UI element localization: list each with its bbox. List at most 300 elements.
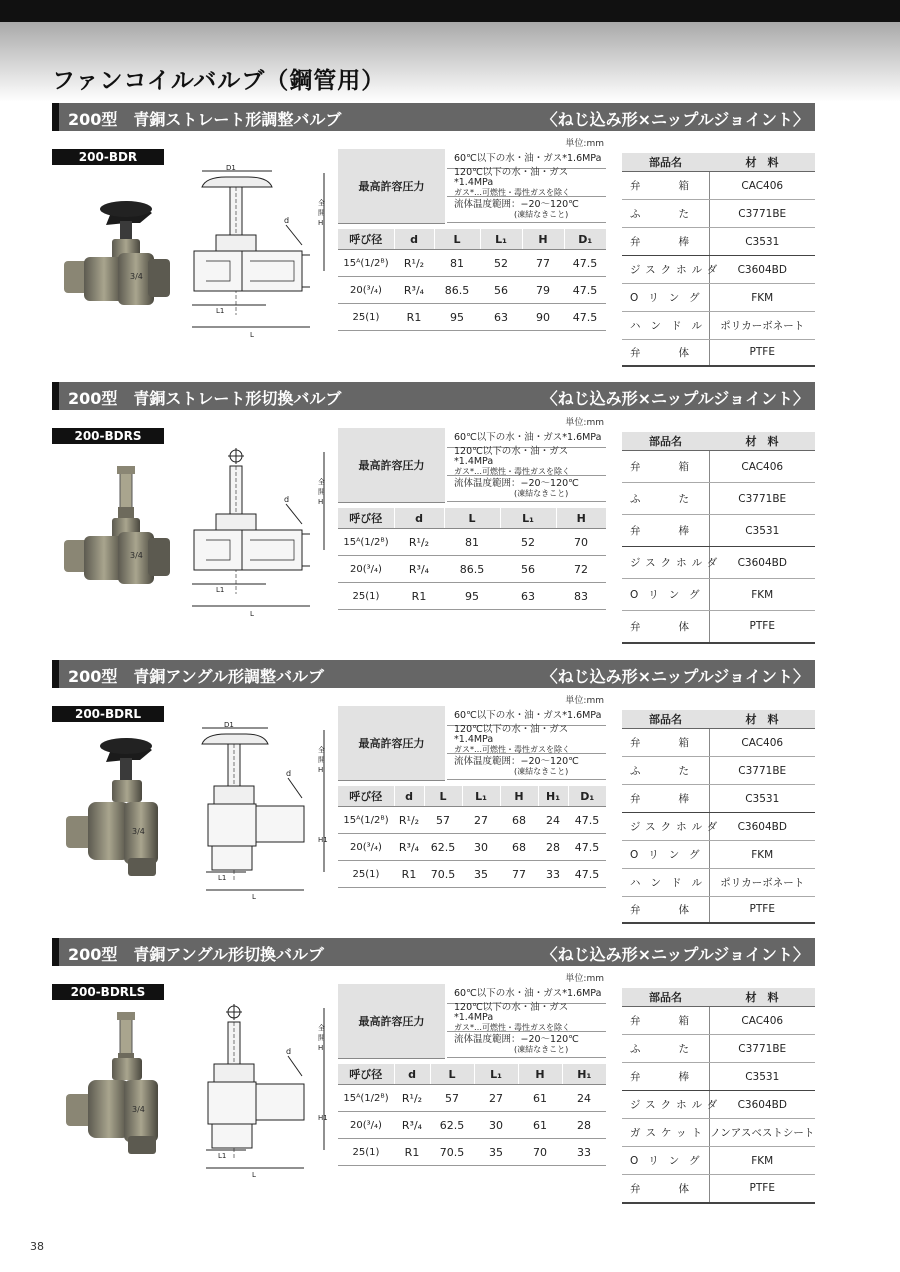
dimension-header: H₁: [562, 1064, 606, 1085]
part-name: ジスクホルダ: [622, 547, 709, 579]
dimension-cell: 61: [518, 1112, 562, 1139]
material-row: [622, 228, 815, 256]
dimension-header: L: [430, 1064, 474, 1085]
svg-text:D1: D1: [224, 721, 234, 729]
dimension-cell: 70.5: [424, 861, 462, 888]
material-value: PTFE: [709, 897, 815, 923]
dimension-table: [338, 1064, 606, 1166]
dimension-cell: 24: [562, 1085, 606, 1112]
pressure-row: [447, 428, 606, 448]
dimension-cell: R³/₄: [394, 1112, 430, 1139]
material-row: [622, 813, 815, 841]
dimension-cell: 15ᴬ(1/2ᴮ): [338, 250, 394, 277]
product-photo: [48, 1008, 180, 1168]
svg-text:H1: H1: [318, 1114, 328, 1122]
dimension-cell: 52: [480, 250, 522, 277]
part-name: 弁箱: [622, 729, 709, 757]
dimension-header: 呼び径: [338, 786, 394, 807]
material-row: [622, 869, 815, 897]
product-section: [0, 660, 900, 930]
dimension-cell: R1: [394, 1139, 430, 1166]
materials-header-part: 部品名: [622, 988, 709, 1007]
pressure-table: [338, 706, 606, 780]
svg-text:開: 開: [318, 756, 325, 764]
pressure-row: [447, 197, 606, 223]
part-name: ふた: [622, 1035, 709, 1063]
svg-text:L: L: [252, 893, 256, 901]
materials-header-material: 材 料: [709, 710, 815, 729]
dimension-cell: 28: [562, 1112, 606, 1139]
section-subtitle: 〈ねじ込み形×ニップルジョイント〉: [541, 110, 809, 129]
material-value: C3771BE: [709, 483, 815, 515]
dimension-cell: 25(1): [338, 861, 394, 888]
part-name: 弁棒: [622, 1063, 709, 1091]
dimension-cell: 27: [462, 807, 500, 834]
pressure-row: [447, 445, 606, 476]
svg-text:d: d: [286, 1047, 292, 1056]
product-section: [0, 382, 900, 652]
part-name: 弁体: [622, 897, 709, 923]
dimension-cell: 28: [538, 834, 568, 861]
dimension-header-row: [338, 786, 606, 807]
dimension-table: [338, 508, 606, 610]
material-row: [622, 547, 815, 579]
svg-text:d: d: [284, 216, 290, 225]
page-number: 38: [30, 1240, 44, 1253]
pressure-table: [338, 984, 606, 1058]
dimension-cell: 90: [522, 304, 564, 331]
materials-header-part: 部品名: [622, 153, 709, 172]
part-name: 弁体: [622, 611, 709, 643]
dimension-cell: R¹/₂: [394, 250, 434, 277]
dimension-cell: 25(1): [338, 304, 394, 331]
dimension-header: H: [556, 508, 606, 529]
material-row: [622, 200, 815, 228]
material-row: [622, 1147, 815, 1175]
dimension-row: [338, 1139, 606, 1166]
material-value: C3531: [709, 1063, 815, 1091]
pressure-text: 120℃以下の水・油・ガス*1.4MPa: [454, 445, 569, 467]
pressure-row: [447, 1032, 606, 1058]
pressure-label: 最高許容圧力: [338, 149, 445, 224]
materials-header-material: 材 料: [709, 988, 815, 1007]
part-name: 弁箱: [622, 1007, 709, 1035]
dimension-header: H: [522, 229, 564, 250]
material-row: [622, 340, 815, 366]
dimension-cell: 25(1): [338, 583, 394, 610]
svg-text:L: L: [252, 1171, 256, 1179]
dimension-row: [338, 1112, 606, 1139]
dimension-cell: 33: [538, 861, 568, 888]
dimension-cell: 61: [518, 1085, 562, 1112]
section-subtitle: 〈ねじ込み形×ニップルジョイント〉: [541, 389, 809, 408]
dimension-cell: 86.5: [444, 556, 500, 583]
svg-text:3/4: 3/4: [130, 551, 143, 560]
pressure-text: 60℃以下の水・油・ガス*1.6MPa: [454, 709, 602, 721]
unit-label: 単位:mm: [565, 139, 604, 149]
temperature-note: (凍結なきこと): [514, 1044, 569, 1054]
section-title: 200型 青銅ストレート形切換バルブ: [68, 389, 342, 408]
temperature-range: 流体温度範囲：−20〜120℃: [454, 755, 579, 767]
material-row: [622, 1119, 815, 1147]
part-name: ガスケット: [622, 1119, 709, 1147]
section-title: 200型 青銅アングル形調整バルブ: [68, 667, 324, 686]
svg-text:開: 開: [318, 209, 325, 217]
material-value: C3771BE: [709, 757, 815, 785]
dimension-drawing: [186, 1000, 332, 1180]
dimension-cell: 33: [562, 1139, 606, 1166]
material-value: FKM: [709, 579, 815, 611]
dimension-row: [338, 834, 606, 861]
material-row: [622, 1091, 815, 1119]
dimension-cell: 68: [500, 807, 538, 834]
dimension-cell: 95: [444, 583, 500, 610]
dimension-table: [338, 229, 606, 331]
svg-text:L: L: [250, 610, 254, 618]
product-photo: [48, 730, 180, 890]
svg-text:開: 開: [318, 1034, 325, 1042]
material-value: FKM: [709, 841, 815, 869]
material-row: [622, 256, 815, 284]
pressure-row: [447, 754, 606, 780]
svg-text:H: H: [318, 766, 324, 774]
materials-header-row: [622, 988, 815, 1007]
dimension-row: [338, 1085, 606, 1112]
part-name: 弁棒: [622, 515, 709, 547]
dimension-row: [338, 304, 606, 331]
part-name: 弁棒: [622, 785, 709, 813]
dimension-header: d: [394, 786, 424, 807]
pressure-text: 60℃以下の水・油・ガス*1.6MPa: [454, 152, 602, 164]
dimension-cell: 25(1): [338, 1139, 394, 1166]
dimension-cell: 30: [474, 1112, 518, 1139]
dimension-cell: 47.5: [568, 807, 606, 834]
dimension-cell: 47.5: [564, 250, 606, 277]
pressure-text: 120℃以下の水・油・ガス*1.4MPa: [454, 166, 569, 188]
dimension-cell: 83: [556, 583, 606, 610]
dimension-row: [338, 529, 606, 556]
dimension-cell: 57: [430, 1085, 474, 1112]
svg-text:全: 全: [318, 199, 325, 207]
material-value: C3531: [709, 228, 815, 256]
dimension-cell: 35: [474, 1139, 518, 1166]
materials-table: [622, 710, 815, 924]
part-name: ジスクホルダ: [622, 813, 709, 841]
pressure-label: 最高許容圧力: [338, 428, 445, 503]
part-name: Oリング: [622, 284, 709, 312]
dimension-cell: 20(³/₄): [338, 277, 394, 304]
dimension-cell: 15ᴬ(1/2ᴮ): [338, 1085, 394, 1112]
svg-text:d: d: [286, 769, 292, 778]
part-name: Oリング: [622, 1147, 709, 1175]
svg-text:3/4: 3/4: [130, 272, 143, 281]
material-value: CAC406: [709, 451, 815, 483]
dimension-cell: 47.5: [568, 861, 606, 888]
part-name: ふた: [622, 483, 709, 515]
dimension-header: H: [518, 1064, 562, 1085]
dimension-cell: 56: [480, 277, 522, 304]
svg-text:開: 開: [318, 488, 325, 496]
pressure-table: [338, 149, 606, 223]
svg-text:L1: L1: [216, 586, 225, 594]
unit-label: 単位:mm: [565, 974, 604, 984]
material-row: [622, 579, 815, 611]
dimension-cell: 52: [500, 529, 556, 556]
part-name: ジスクホルダ: [622, 256, 709, 284]
material-value: CAC406: [709, 172, 815, 200]
section-header: [52, 382, 815, 410]
dimension-cell: 79: [522, 277, 564, 304]
temperature-note: (凍結なきこと): [514, 209, 569, 219]
part-name: ハンドル: [622, 869, 709, 897]
pressure-label: 最高許容圧力: [338, 706, 445, 781]
pressure-table: [338, 428, 606, 502]
dimension-cell: 63: [480, 304, 522, 331]
section-subtitle: 〈ねじ込み形×ニップルジョイント〉: [541, 945, 809, 964]
svg-text:全: 全: [318, 746, 325, 754]
dimension-cell: R1: [394, 304, 434, 331]
material-value: PTFE: [709, 611, 815, 643]
dimension-table: [338, 786, 606, 888]
dimension-header: L₁: [462, 786, 500, 807]
material-row: [622, 284, 815, 312]
temperature-note: (凍結なきこと): [514, 766, 569, 776]
dimension-cell: 47.5: [568, 834, 606, 861]
materials-header-row: [622, 153, 815, 172]
dimension-header: D₁: [564, 229, 606, 250]
dimension-drawing: [186, 722, 332, 902]
dimension-cell: 57: [424, 807, 462, 834]
unit-label: 単位:mm: [565, 418, 604, 428]
part-name: ふた: [622, 200, 709, 228]
pressure-note: ガス*…可燃性・毒性ガスを除く: [454, 187, 570, 197]
pressure-note: ガス*…可燃性・毒性ガスを除く: [454, 744, 570, 754]
temperature-range: 流体温度範囲：−20〜120℃: [454, 198, 579, 210]
dimension-header: L: [444, 508, 500, 529]
product-photo: [48, 452, 180, 612]
dimension-cell: R¹/₂: [394, 1085, 430, 1112]
material-value: ポリカーボネート: [709, 869, 815, 897]
dimension-cell: 95: [434, 304, 480, 331]
dimension-cell: 35: [462, 861, 500, 888]
dimension-cell: 70: [518, 1139, 562, 1166]
dimension-cell: 81: [434, 250, 480, 277]
material-value: C3604BD: [709, 813, 815, 841]
section-subtitle: 〈ねじ込み形×ニップルジョイント〉: [541, 667, 809, 686]
material-row: [622, 451, 815, 483]
svg-text:D1: D1: [226, 164, 236, 172]
dimension-header: d: [394, 229, 434, 250]
material-value: ノンアスベストシート: [709, 1119, 815, 1147]
dimension-cell: 47.5: [564, 304, 606, 331]
material-row: [622, 897, 815, 923]
materials-header-material: 材 料: [709, 432, 815, 451]
top-bar: [0, 0, 900, 22]
dimension-header: L₁: [500, 508, 556, 529]
pressure-text: 60℃以下の水・油・ガス*1.6MPa: [454, 431, 602, 443]
dimension-header: L: [424, 786, 462, 807]
page-title: ファンコイルバルブ（鋼管用）: [52, 68, 386, 94]
section-title: 200型 青銅ストレート形調整バルブ: [68, 110, 342, 129]
dimension-cell: 77: [522, 250, 564, 277]
material-row: [622, 1007, 815, 1035]
part-name: 弁箱: [622, 451, 709, 483]
dimension-header: 呼び径: [338, 508, 394, 529]
unit-label: 単位:mm: [565, 696, 604, 706]
dimension-cell: R¹/₂: [394, 529, 444, 556]
material-value: CAC406: [709, 1007, 815, 1035]
dimension-cell: 56: [500, 556, 556, 583]
dimension-header-row: [338, 1064, 606, 1085]
svg-text:全: 全: [318, 1024, 325, 1032]
dimension-cell: R1: [394, 861, 424, 888]
materials-header-material: 材 料: [709, 153, 815, 172]
material-value: C3604BD: [709, 256, 815, 284]
product-photo: [48, 173, 180, 333]
temperature-range: 流体温度範囲：−20〜120℃: [454, 1033, 579, 1045]
svg-text:3/4: 3/4: [132, 827, 145, 836]
dimension-cell: 24: [538, 807, 568, 834]
part-name: 弁棒: [622, 228, 709, 256]
dimension-cell: 20(³/₄): [338, 834, 394, 861]
dimension-cell: R1: [394, 583, 444, 610]
dimension-cell: R³/₄: [394, 556, 444, 583]
section-header: [52, 103, 815, 131]
dimension-cell: 68: [500, 834, 538, 861]
product-section: [0, 938, 900, 1208]
model-badge: 200-BDR: [52, 149, 164, 165]
dimension-cell: R¹/₂: [394, 807, 424, 834]
pressure-text: 120℃以下の水・油・ガス*1.4MPa: [454, 723, 569, 745]
material-row: [622, 1175, 815, 1203]
material-value: PTFE: [709, 1175, 815, 1203]
pressure-row: [447, 706, 606, 726]
svg-text:L1: L1: [216, 307, 225, 315]
dimension-row: [338, 583, 606, 610]
dimension-cell: 47.5: [564, 277, 606, 304]
dimension-cell: 70.5: [430, 1139, 474, 1166]
dimension-cell: 86.5: [434, 277, 480, 304]
dimension-row: [338, 861, 606, 888]
dimension-cell: 63: [500, 583, 556, 610]
material-row: [622, 1035, 815, 1063]
svg-text:3/4: 3/4: [132, 1105, 145, 1114]
materials-header-part: 部品名: [622, 710, 709, 729]
section-header: [52, 938, 815, 966]
pressure-row: [447, 166, 606, 197]
material-value: C3531: [709, 785, 815, 813]
dimension-cell: 62.5: [424, 834, 462, 861]
svg-text:H: H: [318, 219, 324, 227]
dimension-row: [338, 807, 606, 834]
pressure-row: [447, 149, 606, 169]
section-header: [52, 660, 815, 688]
materials-table: [622, 988, 815, 1204]
material-row: [622, 312, 815, 340]
material-value: C3771BE: [709, 1035, 815, 1063]
dimension-cell: 62.5: [430, 1112, 474, 1139]
dimension-header: d: [394, 1064, 430, 1085]
model-badge: 200-BDRL: [52, 706, 164, 722]
dimension-cell: 15ᴬ(1/2ᴮ): [338, 807, 394, 834]
part-name: ふた: [622, 757, 709, 785]
material-value: C3604BD: [709, 1091, 815, 1119]
material-row: [622, 841, 815, 869]
material-value: C3771BE: [709, 200, 815, 228]
section-title: 200型 青銅アングル形切換バルブ: [68, 945, 324, 964]
material-row: [622, 611, 815, 643]
dimension-cell: 30: [462, 834, 500, 861]
dimension-cell: R³/₄: [394, 834, 424, 861]
dimension-row: [338, 277, 606, 304]
dimension-header: H: [500, 786, 538, 807]
dimension-header: 呼び径: [338, 1064, 394, 1085]
material-value: CAC406: [709, 729, 815, 757]
dimension-drawing: [186, 165, 332, 345]
pressure-note: ガス*…可燃性・毒性ガスを除く: [454, 1022, 570, 1032]
part-name: ジスクホルダ: [622, 1091, 709, 1119]
part-name: 弁箱: [622, 172, 709, 200]
dimension-header: L: [434, 229, 480, 250]
material-value: C3531: [709, 515, 815, 547]
svg-text:L: L: [250, 331, 254, 339]
pressure-row: [447, 476, 606, 502]
dimension-cell: 15ᴬ(1/2ᴮ): [338, 529, 394, 556]
dimension-header: 呼び径: [338, 229, 394, 250]
dimension-cell: R³/₄: [394, 277, 434, 304]
dimension-header: L₁: [474, 1064, 518, 1085]
dimension-cell: 20(³/₄): [338, 556, 394, 583]
temperature-range: 流体温度範囲：−20〜120℃: [454, 477, 579, 489]
svg-text:L1: L1: [218, 874, 227, 882]
svg-text:H: H: [318, 498, 324, 506]
dimension-cell: 81: [444, 529, 500, 556]
material-value: FKM: [709, 284, 815, 312]
pressure-text: 60℃以下の水・油・ガス*1.6MPa: [454, 987, 602, 999]
model-badge: 200-BDRS: [52, 428, 164, 444]
part-name: Oリング: [622, 579, 709, 611]
pressure-note: ガス*…可燃性・毒性ガスを除く: [454, 466, 570, 476]
svg-text:H: H: [318, 1044, 324, 1052]
material-row: [622, 785, 815, 813]
dimension-header: H₁: [538, 786, 568, 807]
material-row: [622, 757, 815, 785]
dimension-header: d: [394, 508, 444, 529]
dimension-header: D₁: [568, 786, 606, 807]
material-row: [622, 172, 815, 200]
dimension-cell: 27: [474, 1085, 518, 1112]
material-row: [622, 729, 815, 757]
materials-header-row: [622, 432, 815, 451]
dimension-row: [338, 556, 606, 583]
dimension-header-row: [338, 229, 606, 250]
material-value: FKM: [709, 1147, 815, 1175]
temperature-note: (凍結なきこと): [514, 488, 569, 498]
material-row: [622, 483, 815, 515]
pressure-row: [447, 984, 606, 1004]
dimension-header-row: [338, 508, 606, 529]
materials-table: [622, 153, 815, 367]
dimension-drawing: [186, 444, 332, 624]
materials-header-row: [622, 710, 815, 729]
material-value: PTFE: [709, 340, 815, 366]
pressure-row: [447, 723, 606, 754]
dimension-cell: 70: [556, 529, 606, 556]
material-value: C3604BD: [709, 547, 815, 579]
dimension-cell: 72: [556, 556, 606, 583]
material-row: [622, 515, 815, 547]
product-section: [0, 103, 900, 373]
